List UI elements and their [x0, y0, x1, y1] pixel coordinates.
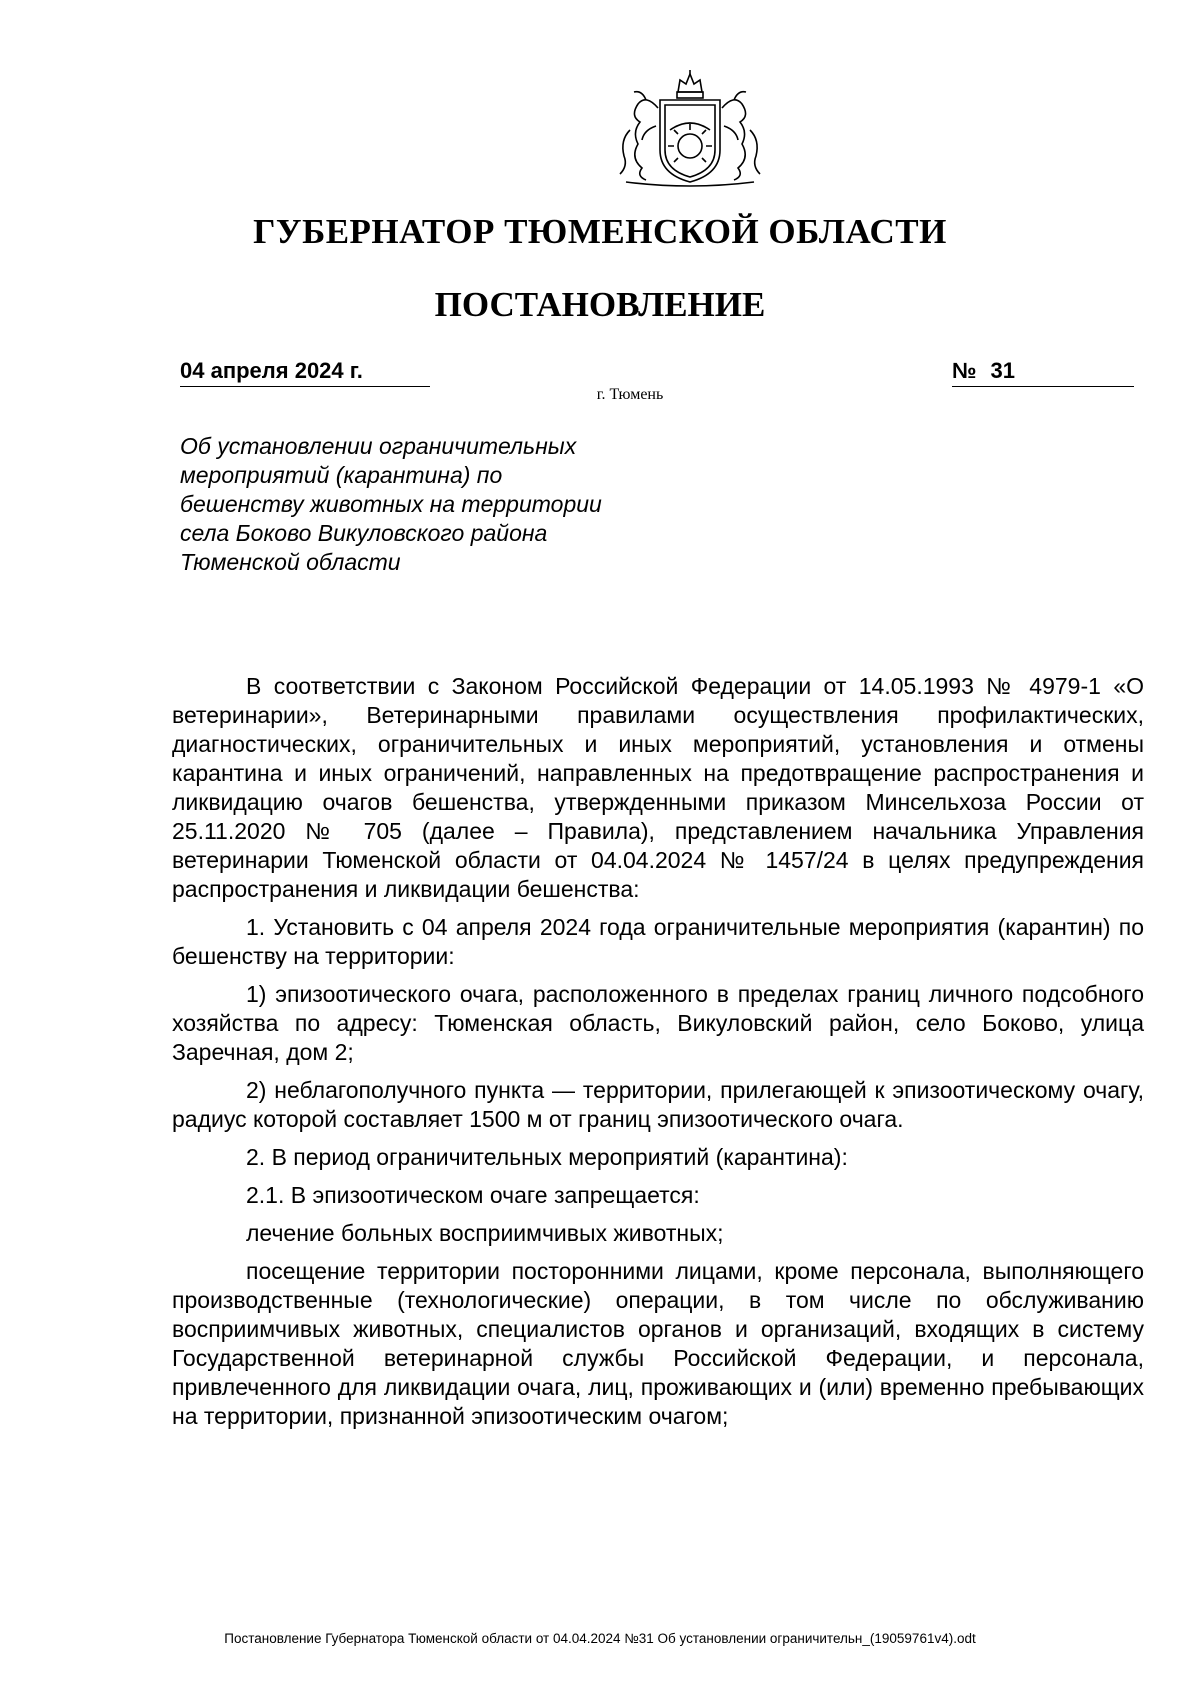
document-date: 04 апреля 2024 г. — [180, 358, 430, 387]
clause-1-1: 1) эпизоотического очага, расположенного в пределах границ личного подсобного хозяйства по адресу: Тюменская область, Викуловский район, село Боково, улица Заречная, дом 2; — [172, 981, 1144, 1065]
subject-line: Тюменской области — [180, 549, 401, 575]
document-subject — [180, 432, 700, 577]
city-of-issue: г. Тюмень — [596, 386, 664, 403]
clause-2-1: 2.1. В эпизоотическом очаге запрещается: — [246, 1182, 700, 1208]
clause-1-2: 2) неблагополучного пункта — территории, прилегающей к эпизоотическому очагу, радиус которой составляет 1500 м от границ эпизоотического очага. — [172, 1077, 1144, 1132]
clause-2: 2. В период ограничительных мероприятий (карантина): — [246, 1144, 848, 1170]
preamble-paragraph: В соответствии с Законом Российской Федерации от 14.05.1993 № 4979-1 «О ветеринарии», Ветеринарными правилами осуществления профилактических, диагностических, ограничительных и иных мероприятий, установления и отмены карантина и иных ограничений, направленных на предотвращение распространения и ликвидацию очагов бешенства, утвержденными приказом Минсельхоза России от 25.11.2020 № 705 (далее – Правила), представлением начальника Управления ветеринарии Тюменской области от 04.04.2024 № 1457/24 в целях предупреждения распространения и ликвидации бешенства: — [172, 673, 1144, 902]
number-value: 31 — [990, 358, 1016, 383]
subject-line: Об установлении ограничительных — [180, 433, 577, 459]
subject-line: мероприятий (карантина) по — [180, 462, 503, 488]
clause-2-1-item: лечение больных восприимчивых животных; — [246, 1220, 724, 1246]
number-sign: № — [952, 358, 977, 383]
document-footer: Постановление Губернатора Тюменской области от 04.04.2024 №31 Об установлении ограничительн_(19059761v4).odt — [224, 1631, 976, 1646]
clause-1: 1. Установить с 04 апреля 2024 года ограничительные мероприятия (карантин) по бешенству на территории: — [172, 914, 1144, 969]
subject-line: бешенству животных на территории — [180, 491, 602, 517]
subject-line: села Боково Викуловского района — [180, 520, 548, 546]
clause-2-1-item: посещение территории посторонними лицами, кроме персонала, выполняющего производственные (технологические) операции, в том числе по обслуживанию восприимчивых животных, специалистов органов и организаций, входящих в систему Государственной ветеринарной службы Российской Федерации, и персонала, привлеченного для ликвидации очага, лиц, проживающих и (или) временно пребывающих на территории, признанной эпизоотическим очагом; — [172, 1258, 1144, 1429]
document-body — [172, 672, 1144, 1440]
coat-of-arms-emblem — [590, 70, 790, 190]
issuing-authority-title: ГУБЕРНАТОР ТЮМЕНСКОЙ ОБЛАСТИ — [253, 212, 947, 251]
document-number — [952, 358, 1134, 387]
document-type-title: ПОСТАНОВЛЕНИЕ — [434, 285, 766, 324]
